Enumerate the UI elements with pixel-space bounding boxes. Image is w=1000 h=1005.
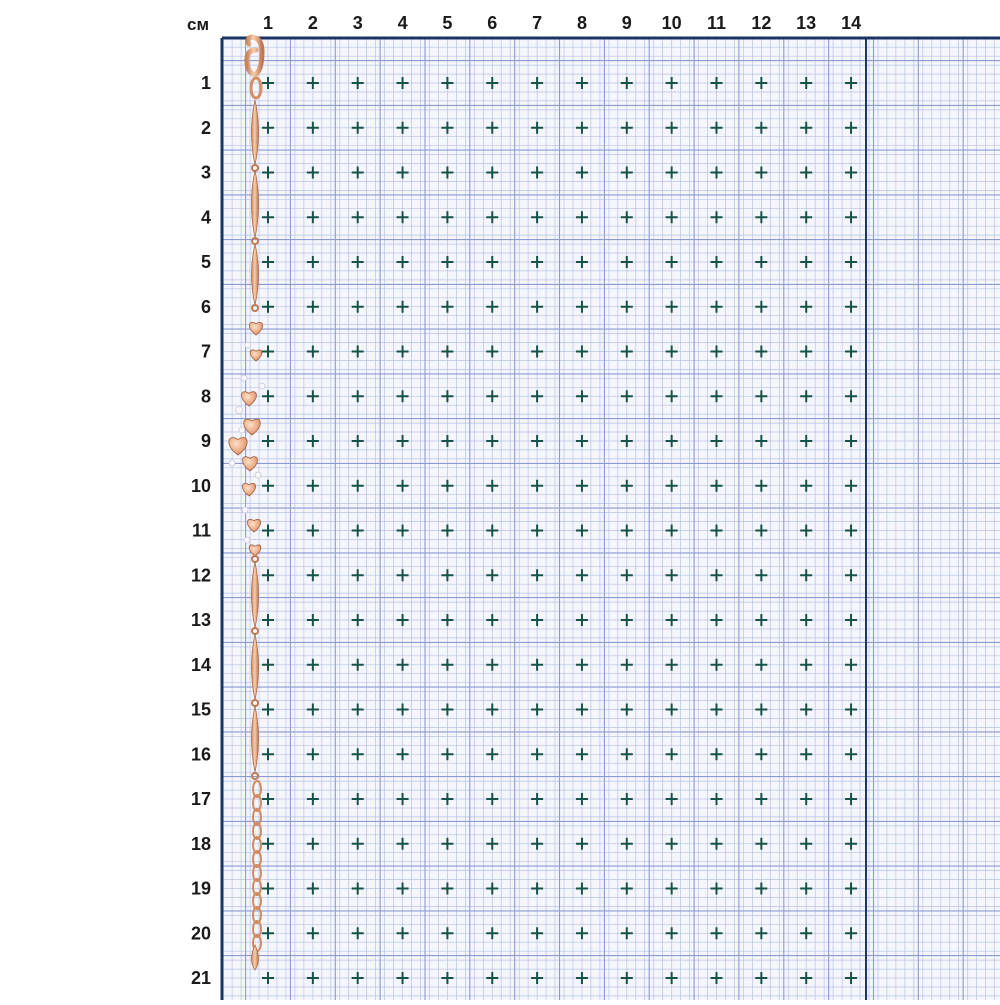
x-tick-label: 9	[621, 13, 632, 33]
x-tick-label: 11	[706, 13, 727, 33]
y-tick-label: 7	[200, 341, 211, 362]
y-tick-label: 21	[190, 968, 211, 988]
x-tick-label: 14	[841, 13, 862, 33]
y-tick-label: 9	[200, 431, 211, 451]
y-tick-label: 11	[191, 520, 211, 541]
crystal-stone	[245, 342, 251, 348]
crystal-stone	[241, 375, 247, 381]
y-tick-label: 17	[190, 789, 211, 809]
crystal-stone	[239, 427, 245, 433]
y-tick-label: 6	[200, 296, 211, 317]
x-tick-label: 12	[751, 13, 772, 33]
y-tick-label: 14	[190, 654, 211, 675]
crystal-stone	[242, 507, 248, 513]
x-tick-label: 1	[262, 13, 274, 33]
x-tick-label: 7	[532, 13, 543, 33]
x-tick-label: 10	[661, 13, 682, 33]
y-tick-label: 20	[190, 923, 211, 944]
y-tick-label: 16	[190, 744, 211, 765]
x-tick-label: 4	[397, 13, 408, 33]
y-tick-label: 12	[190, 565, 211, 586]
unit-label: см	[186, 15, 210, 34]
crystal-stone	[255, 472, 261, 478]
x-tick-label: 5	[442, 13, 453, 33]
y-tick-label: 13	[190, 610, 211, 630]
crystal-stone	[229, 460, 235, 466]
y-tick-label: 10	[190, 475, 211, 496]
x-axis-labels	[263, 13, 861, 33]
crystal-stone	[259, 383, 265, 389]
x-tick-label: 8	[576, 13, 588, 33]
y-tick-label: 1	[200, 73, 211, 93]
x-tick-label: 3	[352, 13, 363, 33]
crystal-stone	[244, 537, 250, 543]
y-tick-label: 19	[190, 878, 211, 899]
y-tick-label: 5	[200, 252, 211, 272]
crystal-stone	[236, 407, 243, 414]
x-tick-label: 6	[487, 13, 498, 33]
y-tick-label: 8	[200, 386, 211, 407]
x-tick-label: 2	[307, 13, 318, 33]
x-tick-label: 13	[796, 13, 817, 33]
y-tick-label: 15	[190, 699, 211, 720]
y-tick-label: 2	[200, 117, 211, 138]
paper-background	[222, 38, 1000, 1000]
y-tick-label: 18	[190, 833, 211, 854]
y-tick-label: 3	[200, 162, 211, 183]
y-tick-label: 4	[200, 207, 211, 228]
y-axis-labels	[191, 73, 211, 988]
